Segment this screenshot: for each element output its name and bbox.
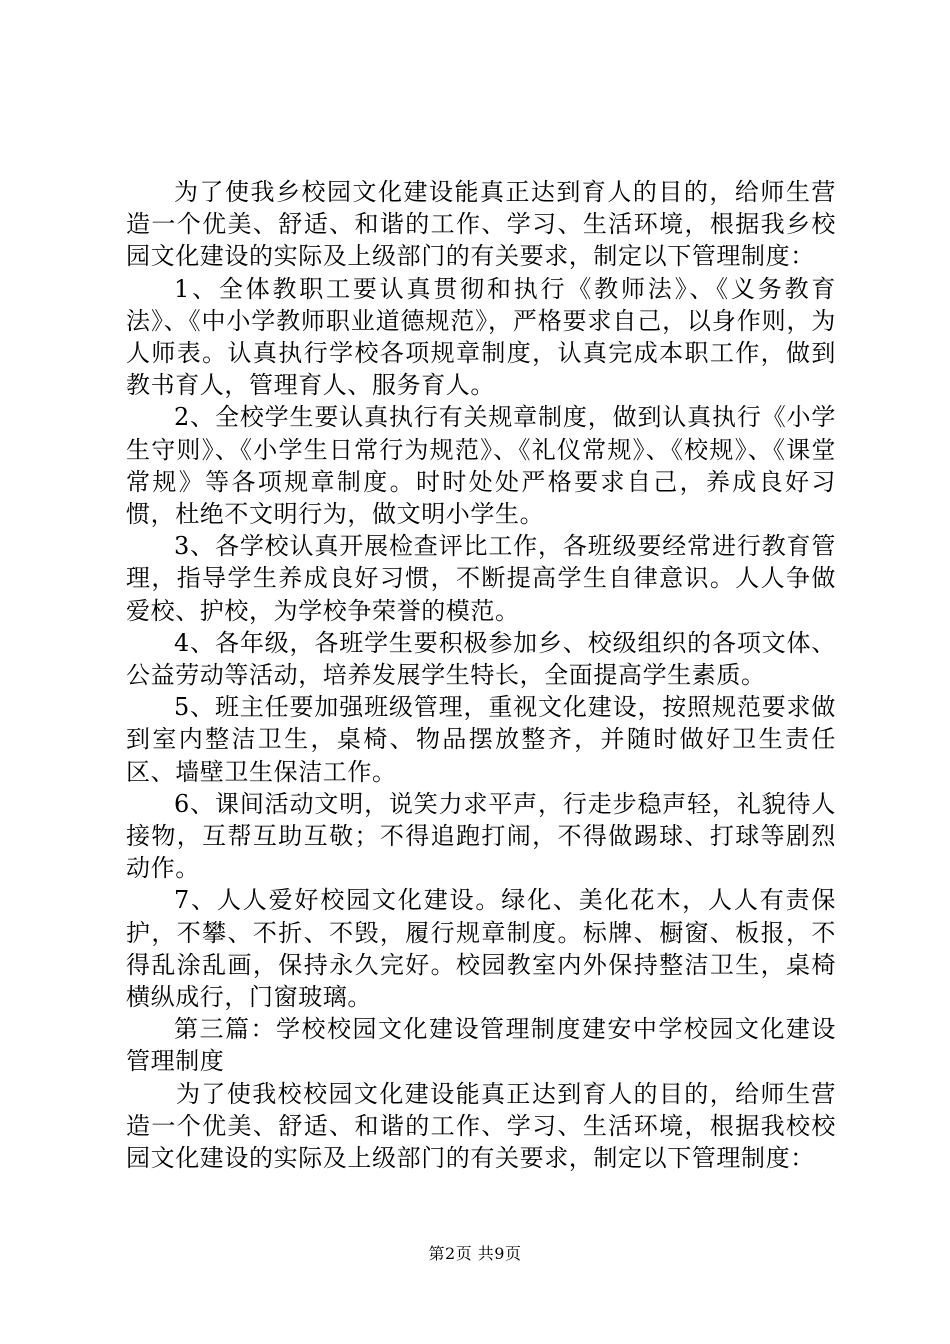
rule-paragraph-6: 6、课间活动文明，说笑力求平声，行走步稳声轻，礼貌待人接物，互帮互助互敬；不得追跑打闹，不得做踢球、打球等剧烈动作。: [126, 789, 836, 883]
rule-paragraph-3: 3、各学校认真开展检查评比工作，各班级要经常进行教育管理，指导学生养成良好习惯，不断提高学生自律意识。人人争做爱校、护校，为学校争荣誉的模范。: [126, 532, 836, 625]
intro-paragraph: 为了使我乡校园文化建设能真正达到育人的目的，给师生营造一个优美、舒适、和谐的工作、学习、生活环境，根据我乡校园文化建设的实际及上级部门的有关要求，制定以下管理制度：: [126, 178, 836, 271]
section-intro-paragraph: 为了使我校校园文化建设能真正达到育人的目的，给师生营造一个优美、舒适、和谐的工作、学习、生活环境，根据我校校园文化建设的实际及上级部门的有关要求，制定以下管理制度：: [126, 1079, 836, 1173]
rule-paragraph-7: 7、人人爱好校园文化建设。绿化、美化花木，人人有责保护，不攀、不折、不毁，履行规章制度。标牌、橱窗、板报，不得乱涂乱画，保持永久完好。校园教室内外保持整洁卫生，桌椅横纵成行，门窗玻璃。: [126, 886, 836, 1012]
section-heading: 第三篇：学校校园文化建设管理制度建安中学校园文化建设管理制度: [126, 1015, 836, 1076]
rule-paragraph-1: 1、全体教职工要认真贯彻和执行《教师法》、《义务教育法》、《中小学教师职业道德规范》，严格要求自己，以身作则，为人师表。认真执行学校各项规章制度，认真完成本职工作，做到教书育人，管理育人、服务育人。: [126, 274, 836, 400]
page-number-footer: 第2页 共9页: [428, 1244, 522, 1263]
rule-paragraph-2: 2、全校学生要认真执行有关规章制度，做到认真执行《小学生守则》、《小学生日常行为规范》、《礼仪常规》、《校规》、《课堂常规》等各项规章制度。时时处处严格要求自己，养成良好习惯，杜绝不文明行为，做文明小学生。: [126, 403, 836, 529]
rule-paragraph-5: 5、班主任要加强班级管理，重视文化建设，按照规范要求做到室内整洁卫生，桌椅、物品摆放整齐，并随时做好卫生责任区、墙壁卫生保洁工作。: [126, 693, 836, 786]
rule-paragraph-4: 4、各年级，各班学生要积极参加乡、校级组织的各项文体、公益劳动等活动，培养发展学生特长，全面提高学生素质。: [126, 628, 836, 690]
document-body: [126, 176, 836, 1174]
